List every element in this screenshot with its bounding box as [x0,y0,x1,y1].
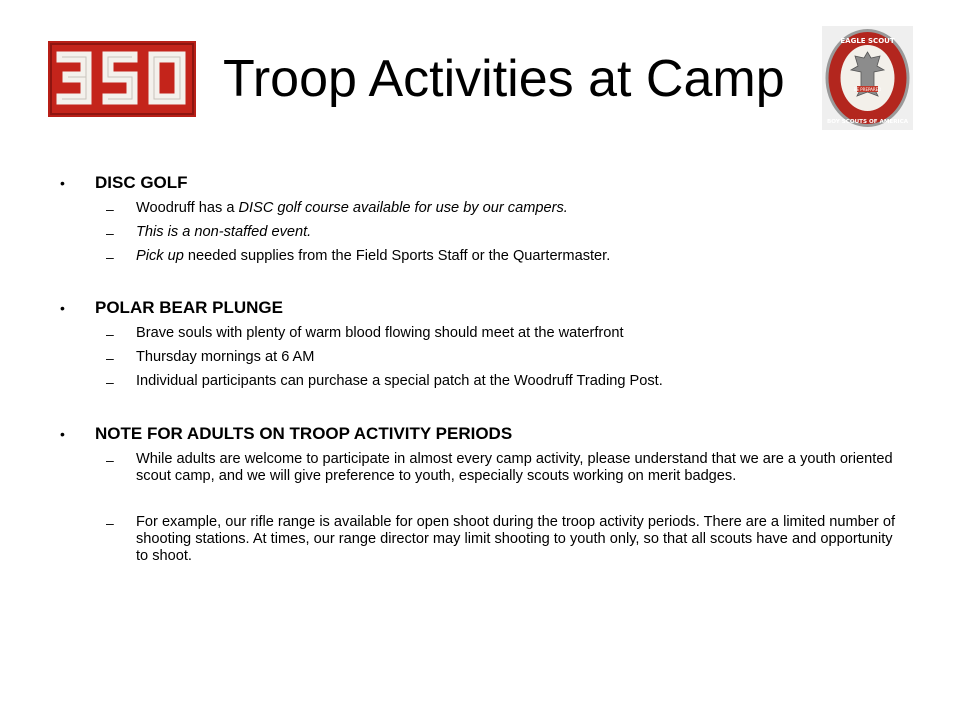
bullet-dot: • [60,300,65,316]
disc-golf-item-2 [136,224,906,241]
polar-bear-item-1 [136,325,906,342]
bullet-dot: • [60,175,65,191]
bullet-dot: • [60,426,65,442]
text-run: While adults are welcome to participate in almost every camp activity, please understand that we are a youth oriented scout camp, and we will give preference to youth, especially scouts working on merit badges. [136,451,893,484]
text-run: For example, our rifle range is available for open shoot during the troop activity periods. There are a limited number of shooting stations. At times, our range director may limit shooting to youth only, so that all scouts have and opportunity to shoot. [136,514,896,564]
troop-350-patch-logo [48,41,196,117]
sub-bullet-dash: – [106,326,114,342]
polar-bear-item-3 [136,373,906,390]
text-run: needed supplies from the Field Sports Staff or the Quartermaster. [183,248,611,264]
text-run: Brave souls with plenty of warm blood flowing should meet at the waterfront [136,325,624,341]
sub-bullet-dash: – [106,225,114,241]
adults-note-item-1 [136,451,906,485]
sub-bullet-dash: – [106,452,114,468]
text-run: Individual participants can purchase a special patch at the Woodruff Trading Post. [136,373,663,389]
sub-bullet-dash: – [106,350,114,366]
sub-bullet-dash: – [106,374,114,390]
text-run-italic: DISC golf course available for use by our campers. [238,200,568,216]
sub-bullet-dash: – [106,249,114,265]
svg-text:BE PREPARED: BE PREPARED [853,86,882,92]
svg-text:BOY SCOUTS OF AMERICA: BOY SCOUTS OF AMERICA [826,119,909,125]
section-heading-note-for-adults: NOTE FOR ADULTS ON TROOP ACTIVITY PERIODS [95,424,513,443]
sub-bullet-dash: – [106,201,114,217]
text-run: Woodruff has a [136,200,239,216]
text-run: Thursday mornings at 6 AM [136,349,315,365]
text-run-italic: Pick up [136,248,184,264]
sub-bullet-dash: – [106,515,114,531]
slide-title: Troop Activities at Camp [223,50,785,108]
eagle-scout-badge-logo [822,26,913,130]
svg-text:EAGLE SCOUT: EAGLE SCOUT [840,37,895,45]
polar-bear-item-2 [136,349,906,366]
adults-note-item-2 [136,514,906,565]
text-run-italic: This is a non-staffed event. [136,224,312,240]
section-heading-disc-golf: DISC GOLF [95,173,188,192]
disc-golf-item-1 [136,200,906,217]
section-heading-polar-bear-plunge: POLAR BEAR PLUNGE [95,298,283,317]
disc-golf-item-3 [136,248,906,265]
